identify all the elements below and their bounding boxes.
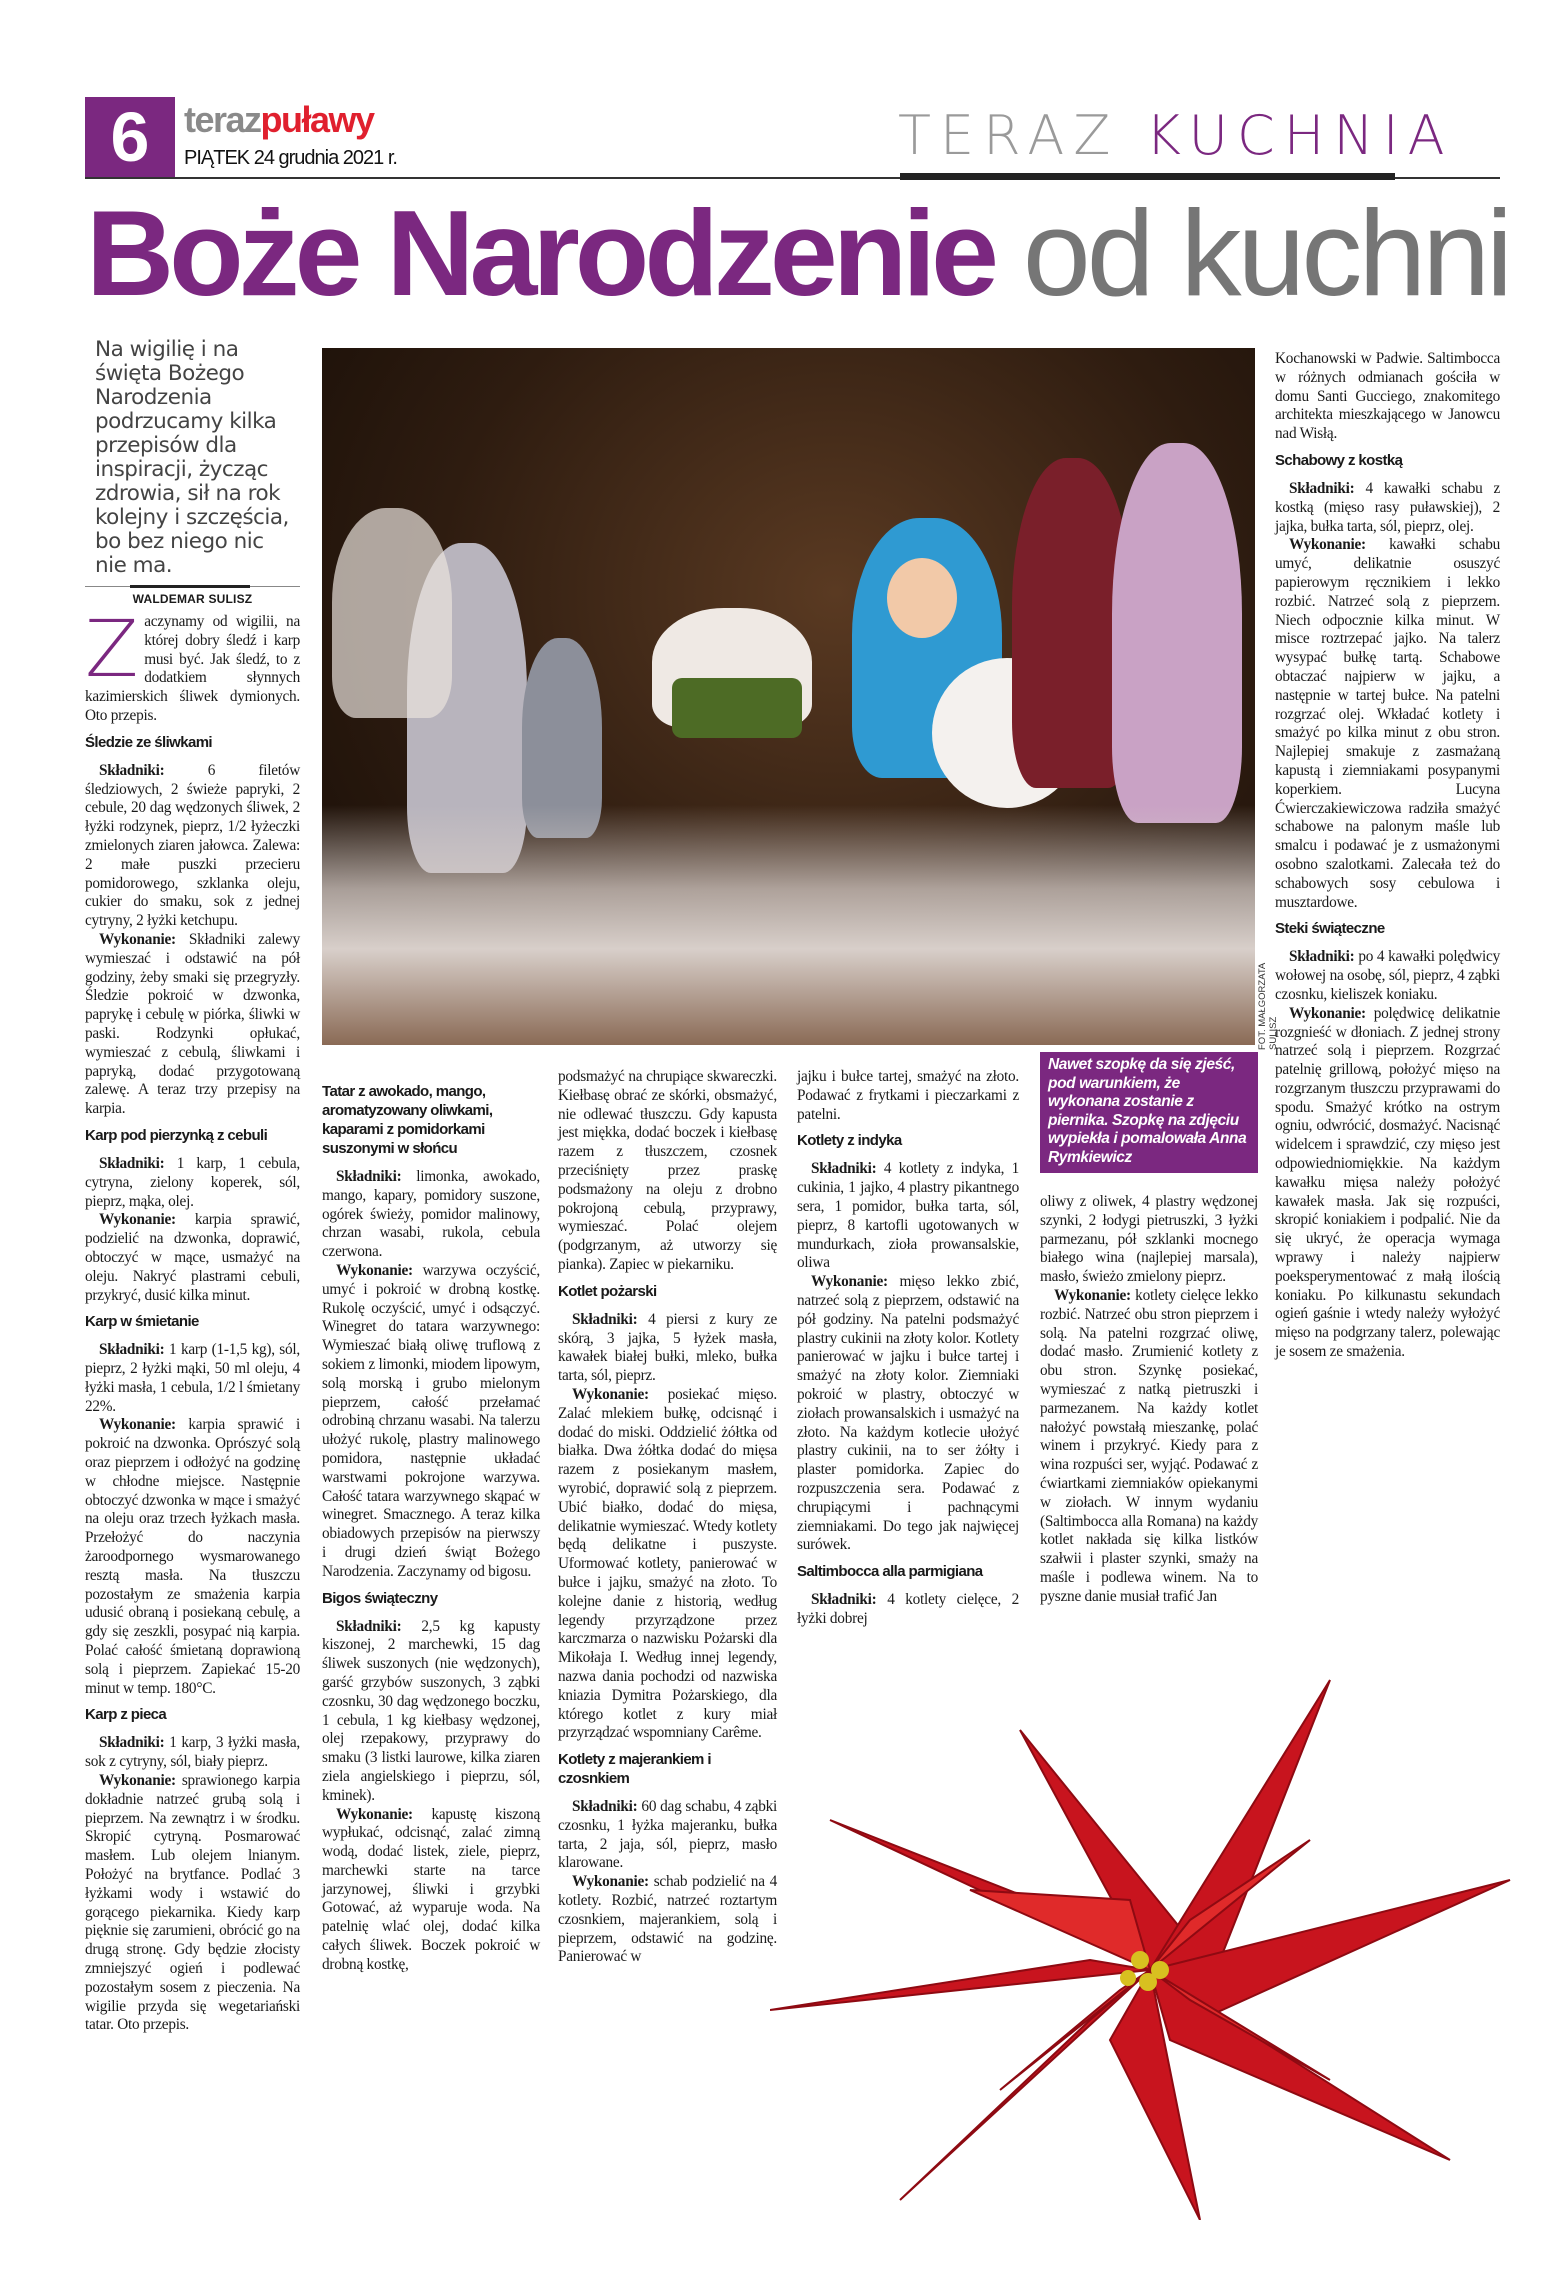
recipe-paragraph (1040, 1287, 1258, 1607)
caption-and-column-5 (1040, 1052, 1258, 1607)
recipe-label: Wykonanie: (336, 1261, 413, 1279)
section-title-b: KUCHNIA (1145, 104, 1454, 167)
paragraph-text: kapustę kiszoną wypłukać, odcisnąć, zalać zimną wodą, dodać listek, ziele, pieprz, marchewki starte na tarce jarzynowej, śliwki i grzybki Gotować, aż wyparuje woda. Na patelnię wlać olej, dodać kilka całych śliwek. Boczek pokroić w drobną kostkę, (322, 1805, 540, 1973)
recipe-paragraph (797, 1273, 1019, 1555)
recipe-heading: Schabowy z kostką (1275, 451, 1403, 469)
recipe-label: Składniki: (99, 1154, 165, 1172)
recipe-heading: Tatar z awokado, mango, aromatyzowany oliwkami, kaparami z pomidorkami suszonymi w słońcu (322, 1083, 493, 1157)
article-lede (85, 605, 300, 726)
article-column-5 (1040, 1193, 1258, 1607)
paragraph-text: mięso lekko zbić, natrzeć solą z pieprzem, odstawić na pół godziny. Na patelni podsmażyć plastry cukinii na złoty kolor. Kotlety panierować w jajku i bułce tartej i smażyć na złoty kolor. Ziemniaki pokroić w plastry, obtoczyć w ziołach prowansalskich i usmażyć na złoto. Na każdym kotlecie ułożyć plastry cukinii, na to ser żółty i plaster pomidorka. Zapiec do rozpuszczenia sera. Podawać z chrupiącymi i pachnącymi ziemniakami. Do tego jak najwięcej surówek. (797, 1273, 1019, 1554)
paragraph-text: karpia sprawić, podzielić na dzwonka, doprawić, obtoczyć w mące, usmażyć na oleju. Nakryć plastrami cebuli, przykryć, dusić kilka minut. (85, 1211, 300, 1304)
recipe-paragraph (558, 1311, 777, 1386)
left-column (85, 338, 300, 2035)
recipe-heading: Kotlet pożarski (558, 1282, 657, 1300)
lead-intro: Na wigilię i na święta Bożego Narodzenia podrzucamy kilka przepisów dla inspiracji, życząc zdrowia, sił na rok kolejny i szczęścia, bo bez niego nic nie ma. (95, 337, 289, 578)
recipe-paragraph (797, 1160, 1019, 1273)
paragraph-text: 4 kotlety z indyka, 1 cukinia, 1 jajko, 4 plastry pikantnego sera, 1 pomidor, bułka tarta, sól, pieprz, 8 kartofli ugotowanych w mundurkach, zioła prowansalskie, oliwa (797, 1160, 1019, 1272)
headline (86, 185, 1510, 321)
page-number: 6 (85, 97, 175, 177)
recipe-label: Składniki: (811, 1591, 877, 1609)
paragraph-text: oliwy z oliwek, 4 plastry wędzonej szynki, 2 łodygi pietruszki, 3 łyżki parmezanu, pół szklanki mocnego białego wina (najlepiej marsala), masło, świeżo zmielony pieprz. (1040, 1193, 1258, 1286)
article-column-1 (85, 605, 300, 2035)
brand-logo (184, 100, 374, 140)
recipe-paragraph (1040, 1193, 1258, 1287)
recipe-label: Składniki: (336, 1617, 402, 1635)
paragraph-text: 4 piersi z kury ze skórą, 3 jajka, 5 łyżek masła, kawałek białej bułki, mleko, bułka tarta, sól, pieprz. (558, 1310, 777, 1385)
paragraph-text: 2,5 kg kapusty kiszonej, 2 marchewki, 15 dag śliwek suszonych (nie wędzonych), garść grzybów suszonych, 3 ząbki czosnku, 30 dag wędzonego boczku, 1 cebula, 1 kg kiełbasy wędzonej, olej rzepakowy, przyprawy do smaku (3 listki laurowe, kilka ziaren ziela angielskiego i pieprzu, sól, kminek). (322, 1617, 540, 1804)
recipe-heading: Kotlety z indyka (797, 1132, 902, 1150)
recipe-heading: Steki świąteczne (1275, 920, 1385, 938)
byline-rule-accent (130, 585, 250, 588)
paragraph-text: sprawionego karpia dokładnie natrzeć grubą solą i pieprzem. Na zewnątrz i w środku. Skropić cytryną. Posmarować masłem. Lub olejem lnianym. Położyć na brytfance. Podlać 3 łyżkami wody i wstawić do gorącego piekarnika. Kiedy karp pięknie się zarumieni, obrócić go na drugą stronę. Gdy będzie złocisty zmniejszyć ogień i podlewać pozostałym sosem z pieczenia. Na wigilie przyda się wegetariański tatar. Oto przepis. (85, 1772, 300, 2034)
brand-logo-pulawy: puławy (260, 99, 374, 140)
recipe-paragraph (85, 1211, 300, 1305)
drop-cap: Z (85, 605, 139, 695)
paragraph-text: 1 karp, 3 łyżki masła, sok z cytryny, sól, biały pieprz. (85, 1734, 300, 1771)
article-column-3 (558, 1068, 777, 1967)
recipe-label: Składniki: (99, 1341, 165, 1359)
recipe-paragraph (322, 1168, 540, 1262)
recipe-paragraph (85, 762, 300, 931)
recipe-paragraph (1275, 480, 1500, 536)
recipe-paragraph (558, 1068, 777, 1275)
recipe-label: Wykonanie: (336, 1805, 413, 1823)
nativity-gingerbread-photo (322, 348, 1255, 1045)
recipe-paragraph (85, 1341, 300, 1416)
recipe-label: Wykonanie: (99, 1772, 176, 1790)
recipe-paragraph (322, 1262, 540, 1582)
recipe-label: Wykonanie: (99, 1211, 176, 1229)
paragraph-text: polędwicę delikatnie rozgnieść w dłoniach. Z jednej strony natrzeć solą i pieprzem. Rozgrzać patelnię grillową, położyć mięso na rozgrzanym tłuszczu przyprawami do spodu. Smażyć krótko na ostrym ogniu, odwrócić, dosmażyć. Nacisnąć widelcem i sprawdzić, czy mięso jest odpowiedniomiękkie. Na każdym kawałku mięsa należy położyć kawałek masła. Jak się rozpuści, skropić koniakiem i podpalić. Nie da się ukryć, że operacja wymaga wprawy i należy najpierw poeksperymentować z małą ilością koniaku. Po kilkunastu sekundach ogień gaśnie i wtedy należy wyłożyć mięso na podgrzany talerz, polewając je sosem ze smażenia. (1275, 1004, 1500, 1361)
paragraph-text: jajku i bułce tartej, smażyć na złoto. Podawać z frytkami i pieczarkami z patelni. (797, 1068, 1019, 1123)
paragraph-text: po 4 kawałki polędwicy wołowej na osobę, sól, pieprz, 4 ząbki czosnku, kieliszek koniaku. (1275, 948, 1500, 1003)
recipe-label: Składniki: (336, 1168, 402, 1185)
recipe-label: Składniki: (572, 1310, 638, 1328)
recipe-paragraph (322, 1618, 540, 1806)
recipe-paragraph (85, 931, 300, 1119)
paragraph-text: Składniki zalewy wymieszać i odstawić na pół godziny, żeby smaki się przegryzły. Śledzie pokroić w dzwonka, paprykę i cebulę w piórka, śliwki w paski. Rodzynki opłukać, wymieszać z cebulą, śliwkami i papryką, dodać przygotowaną zalewę. A teraz trzy przepisy na karpia. (85, 930, 300, 1118)
article-column-4 (797, 1068, 1019, 1629)
article-column-2 (322, 1075, 540, 1975)
recipe-heading: Kotlety z majerankiem i czosnkiem (558, 1751, 711, 1788)
paragraph-text: warzywa oczyścić, umyć i pokroić w drobną kostkę. Rukolę oczyścić, umyć i odsączyć. Winegret do tatara warzywnego: Wymieszać białą oliwę truflową z sokiem z limonki, miodem lipowym, solą morską i grubo mielonym pieprzem, całość przełamać odrobiną chrzanu wasabi. Na talerzu ułożyć rukolę, plastry malinowego pomidora, następnie układać warstwami pokrojone warzywa. Całość tatara warzywnego skąpać w winegret. Smacznego. A teraz kilka obiadowych przepisów na pierwszy i drugi dzień świąt Bożego Narodzenia. Zaczynamy od bigosu. (322, 1261, 540, 1580)
recipe-paragraph (1275, 948, 1500, 1004)
recipe-heading: Karp z pieca (85, 1706, 167, 1724)
paragraph-text: aczynamy od wigilii, na której dobry śledź i karp musi być. Jak śledź, to z dodatkiem słynnych kazimierskich śliwek dymionych. Oto przepis. (85, 613, 300, 724)
recipe-paragraph (797, 1591, 1019, 1629)
article-column-6 (1275, 350, 1500, 1362)
brand-logo-teraz: teraz (184, 99, 261, 140)
paragraph-text: schab podzielić na 4 kotlety. Rozbić, natrzeć roztartym czosnkiem, majerankiem, solą i pieprzem, odstawić na godzinę. Panierować w (558, 1873, 777, 1966)
recipe-label: Składniki: (811, 1160, 877, 1178)
recipe-paragraph (1275, 536, 1500, 912)
section-title (898, 106, 1454, 166)
recipe-label: Wykonanie: (1289, 536, 1366, 554)
recipe-paragraph (85, 1155, 300, 1211)
recipe-paragraph (558, 1386, 777, 1743)
recipe-label: Wykonanie: (572, 1873, 649, 1891)
recipe-paragraph (1275, 350, 1500, 444)
paragraph-text: posiekać mięso. Zalać mlekiem bułkę, odcisnąć i dodać do miski. Oddzielić żółtka od białka. Dwa żółtka dodać do mięsa razem z posiekanym masłem, wyrobić, doprawić solą z pieprzem. Ubić białko, dodać do mięsa, delikatnie wymieszać. Wtedy kotlety będą delikatne i puszyste. Uformować kotlety, panierować w bułce i jajku, smażyć na złoto. To kolejne danie z historią, według legendy przyrządzone przez karczmarza o nazwisku Pożarski dla Mikołaja I. Według innej legendy, nazwa dania pochodzi od nazwiska kniazia Dymitra Pożarskiego, dla którego kotlet z kury miał przyrządzać wspomniany Carême. (558, 1385, 777, 1742)
recipe-heading: Karp pod pierzynką z cebuli (85, 1126, 268, 1144)
paragraph-text: podsmażyć na chrupiące skwareczki. Kiełbasę obrać ze skórki, obsmażyć, nie odlewać tłuszczu. Gdy kapusta jest miękka, dodać boczek i kiełbasę razem z tłuszczem, czosnek przeciśnięty przez praskę podsmażony na oleju z drobno pokrojoną cebulą, przyprawy, wymieszać. Polać olejem (podgrzanym, aż utworzy się pianka). Zapiec w piekarniku. (558, 1068, 777, 1273)
recipe-label: Składniki: (99, 1734, 165, 1752)
paragraph-text: 1 karp (1-1,5 kg), sól, pieprz, 2 łyżki mąki, 50 ml oleju, 4 łyżki masła, 1 cebula, 1/2 l śmietany 22%. (85, 1341, 300, 1415)
recipe-paragraph (797, 1068, 1019, 1124)
recipe-label: Składniki: (1289, 948, 1355, 966)
paragraph-text: 4 kawałki schabu z kostką (mięso rasy puławskiej), 2 jajka, bułka tarta, sól, pieprz, olej. (1275, 479, 1500, 535)
paragraph-text: 4 kotlety cielęce, 2 łyżki dobrej (797, 1591, 1019, 1627)
recipe-heading: Karp w śmietanie (85, 1313, 199, 1331)
byline-rule (85, 586, 300, 587)
recipe-label: Składniki: (1289, 479, 1355, 497)
recipe-paragraph (322, 1806, 540, 1975)
paragraph-text: kawałki schabu umyć, delikatnie osuszyć papierowym ręcznikiem i lekko rozbić. Natrzeć solą z pieprzem. Niech odpocznie kilka minut. W misce roztrzepać jajko. Na talerz wysypać bułkę tartą. Schabowe obtaczać najpierw w jajku, a następnie w tartej bułce. Na patelni rozgrzać olej. Wkładać kotlety i smażyć po kilka minut z obu stron. Najlepiej smakuje z zasmażaną kapustą i ziemniakami posypanymi koperkiem. Lucyna Ćwierczakiewiczowa radziła smażyć schabowe na palonym maśle lub smalcu i podawać je z usmażonymi osobno szalotkami. Zalecała też do schabowych sosy cebulowa i musztardowe. (1275, 536, 1500, 911)
recipe-label: Składniki: (99, 761, 165, 779)
section-bar (900, 173, 1395, 180)
photo-caption: Nawet szopkę da się zjeść, pod warunkiem, że wykonana zostanie z piernika. Szopkę na zdjęciu wypiekła i pomalowała Anna Rymkiewicz (1040, 1052, 1258, 1173)
recipe-label: Wykonanie: (811, 1273, 888, 1291)
recipe-label: Wykonanie: (1054, 1286, 1131, 1304)
recipe-paragraph (558, 1873, 777, 1967)
recipe-label: Wykonanie: (99, 1416, 176, 1434)
paragraph-text: karpia sprawić i pokroić na dzwonka. Oprószyć solą oraz pieprzem i odłożyć na godzinę w chłodne miejsce. Następnie obtoczyć dzwonka w mące i smażyć na oleju oraz trzech łyżkach masła. Przełożyć do naczynia żaroodpornego wysmarowanego resztą masła. Na tłuszczu pozostałym ze smażenia karpia udusić obraną i posiekaną cebulę, a gdy się zeszkli, posypać nią karpia. Polać całość śmietaną doprawioną solą i pieprzem. Zapiekać 15-20 minut w temp. 180°C. (85, 1416, 300, 1697)
recipe-label: Składniki: (572, 1798, 638, 1816)
recipe-paragraph (85, 1772, 300, 2035)
paragraph-text: limonka, awokado, mango, kapary, pomidory suszone, ogórek świeży, pomidor malinowy, chrzan wasabi, rukola, cebula czerwona. (322, 1168, 540, 1261)
headline-light: od kuchni (1022, 185, 1510, 321)
recipe-heading: Saltimbocca alla parmigiana (797, 1563, 983, 1581)
recipe-heading: Śledzie ze śliwkami (85, 733, 212, 751)
paragraph-text: kotlety cielęce lekko rozbić. Natrzeć obu stron pieprzem i solą. Na patelni rozgrzać oliwę, dodać masło. Zrumienić kotlety z obu stron. Szynkę posiekać, wymieszać z natką pietruszki i parmezanem. Na każdy kotlet nałożyć powstałą mieszankę, polać winem i przykryć. Kiedy para z wina rozpuści ser, wyjąć. Podawać z ćwiartkami ziemniaków opiekanymi w ziołach. W innym wydaniu (Saltimbocca alla Romana) na każdy kotlet nakłada się kilka listków szałwii i plaster szynki, smaży na maśle i podlewa winem. Na to pyszne danie musiał trafić Jan (1040, 1286, 1258, 1605)
recipe-paragraph (1275, 1005, 1500, 1362)
byline: WALDEMAR SULISZ (132, 592, 253, 606)
recipe-label: Wykonanie: (1289, 1004, 1366, 1022)
paragraph-text: 60 dag schabu, 4 ząbki czosnku, 1 łyżka majeranku, bułka tarta, 2 jaja, sól, pieprz, masło klarowane. (558, 1798, 777, 1872)
paragraph-text: 6 filetów śledziowych, 2 świeże papryki, 2 cebule, 20 dag wędzonych śliwek, 2 łyżki rodzynek, pieprz, 1/2 łyżeczki zmielonych ziaren jałowca. Zalewa: 2 małe puszki przecieru pomidorowego, szklanka oleju, cukier do smaku, sok z jednej cytryny, 2 łyżki ketchupu. (85, 761, 300, 930)
recipe-label: Wykonanie: (572, 1385, 649, 1403)
recipe-paragraph (85, 1734, 300, 1772)
headline-bold: Boże Narodzenie (86, 185, 994, 321)
section-title-a: TERAZ (898, 104, 1120, 167)
recipe-paragraph (85, 1416, 300, 1698)
photo-credit: FOT. MAŁGORZATA SULISZ (1257, 963, 1279, 1050)
issue-date: PIĄTEK 24 grudnia 2021 r. (184, 147, 397, 169)
poinsettia-illustration (770, 1640, 1520, 2220)
recipe-heading: Bigos świąteczny (322, 1589, 438, 1607)
recipe-label: Wykonanie: (99, 930, 176, 948)
paragraph-text: 1 karp, 1 cebula, cytryna, zielony koperek, sól, pieprz, mąka, olej. (85, 1154, 300, 1210)
paragraph-text: Kochanowski w Padwie. Saltimbocca w różnych odmianach gościła w domu Santi Gucciego, znakomitego architekta mieszkającego w Janowcu nad Wisłą. (1275, 350, 1500, 443)
recipe-paragraph (558, 1798, 777, 1873)
